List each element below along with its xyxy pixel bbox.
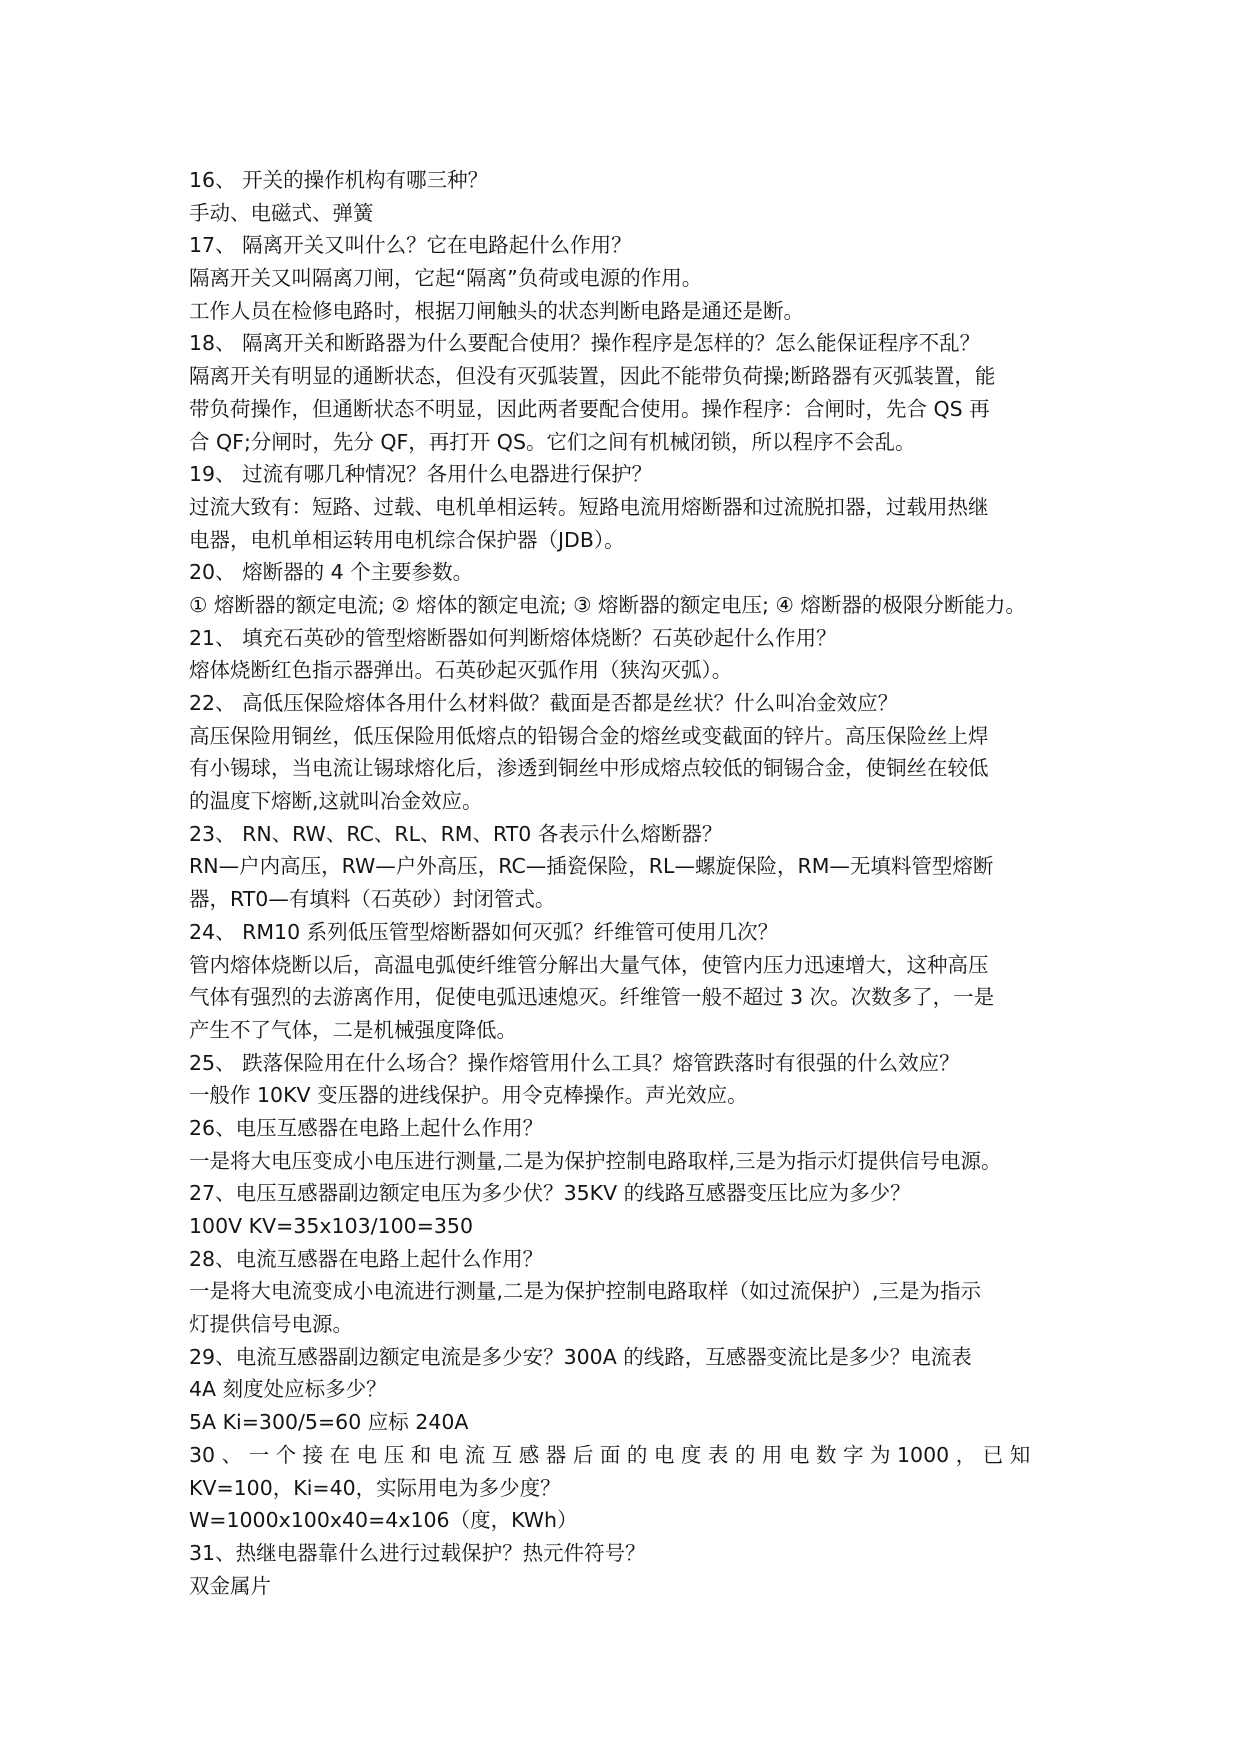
question-19: 19、 过流有哪几种情况？各用什么电器进行保护？ [189,462,653,487]
answer-19-line-1: 过流大致有：短路、过载、电机单相运转。短路电流用熔断器和过流脱扣器，过载用热继 [189,494,989,519]
answer-23-line-1: RN—户内高压，RW—户外高压，RC—插瓷保险，RL—螺旋保险，RM—无填料管型熔断 [189,854,994,879]
document-page [189,164,1061,1602]
question-30-line-2: KV=100，Ki=40，实际用电为多少度？ [189,1475,561,1500]
answer-22-line-1: 高压保险用铜丝，低压保险用低熔点的铅锡合金的熔丝或变截面的锌片。高压保险丝上焊 [189,723,989,748]
answer-28-line-1: 一是将大电流变成小电流进行测量,二是为保护控制电路取样（如过流保护）,三是为指示 [189,1279,982,1304]
answer-28-line-2: 灯提供信号电源。 [189,1312,353,1337]
answer-29: 5A Ki=300/5=60 应标 240A [189,1410,469,1435]
answer-19-line-2: 电器，电机单相运转用电机综合保护器（JDB）。 [189,527,625,552]
answer-25: 一般作 10KV 变压器的进线保护。用令克棒操作。声光效应。 [189,1083,748,1108]
question-29-line-2: 4A 刻度处应标多少？ [189,1377,387,1402]
question-29-line-1: 29、电流互感器副边额定电流是多少安？300A 的线路，互感器变流比是多少？电流表 [189,1344,972,1369]
answer-23-line-2: 器，RT0—有填料（石英砂）封闭管式。 [189,887,556,912]
question-23: 23、 RN、RW、RC、RL、RM、RT0 各表示什么熔断器？ [189,821,723,846]
answer-26: 一是将大电压变成小电压进行测量,二是为保护控制电路取样,三是为指示灯提供信号电源。 [189,1148,1002,1173]
answer-18-line-2: 带负荷操作，但通断状态不明显，因此两者要配合使用。操作程序：合闸时，先合 QS 再 [189,396,990,421]
answer-16: 手动、电磁式、弹簧 [189,200,374,225]
answer-20: ① 熔断器的额定电流; ② 熔体的额定电流; ③ 熔断器的额定电压; ④ 熔断器的极限分断能力。 [189,592,1026,617]
question-20: 20、 熔断器的 4 个主要参数。 [189,560,474,585]
answer-30: W=1000x100x40=4x106（度，KWh） [189,1508,578,1533]
question-16: 16、 开关的操作机构有哪三种？ [189,168,489,192]
question-28: 28、电流互感器在电路上起什么作用？ [189,1246,544,1271]
answer-24-line-2: 气体有强烈的去游离作用，促使电弧迅速熄灭。纤维管一般不超过 3 次。次数多了，一是 [189,985,995,1010]
answer-17-line-2: 工作人员在检修电路时，根据刀闸触头的状态判断电路是通还是断。 [189,298,804,323]
question-21: 21、 填充石英砂的管型熔断器如何判断熔体烧断？石英砂起什么作用？ [189,625,837,650]
question-24: 24、 RM10 系列低压管型熔断器如何灭弧？纤维管可使用几次？ [189,919,779,944]
question-26: 26、电压互感器在电路上起什么作用？ [189,1115,544,1140]
answer-27: 100V KV=35x103/100=350 [189,1214,473,1238]
answer-18-line-3: 合 QF;分闸时，先分 QF，再打开 QS。它们之间有机械闭锁，所以程序不会乱。 [189,429,916,454]
question-31: 31、热继电器靠什么进行过载保护？热元件符号？ [189,1540,646,1565]
answer-22-line-3: 的温度下熔断,这就叫冶金效应。 [189,789,483,814]
answer-21: 熔体烧断红色指示器弹出。石英砂起灭弧作用（狭沟灭弧）。 [189,658,733,683]
question-18: 18、 隔离开关和断路器为什么要配合使用？操作程序是怎样的？怎么能保证程序不乱？ [189,331,981,356]
question-22: 22、 高低压保险熔体各用什么材料做？截面是否都是丝状？什么叫冶金效应？ [189,691,899,715]
question-17: 17、 隔离开关又叫什么？它在电路起什么作用？ [189,233,632,258]
answer-24-line-3: 产生不了气体，二是机械强度降低。 [189,1017,517,1042]
question-27: 27、电压互感器副边额定电压为多少伏？35KV 的线路互感器变压比应为多少？ [189,1181,911,1206]
question-25: 25、 跌落保险用在什么场合？操作熔管用什么工具？熔管跌落时有很强的什么效应？ [189,1050,960,1075]
answer-18-line-1: 隔离开关有明显的通断状态，但没有灭弧装置，因此不能带负荷操;断路器有灭弧装置，能 [189,364,996,389]
question-30-line-1: 30 、 一 个 接 在 电 压 和 电 流 互 感 器 后 面 的 电 度 表 的 用 电 数 字 为 1000 ， 已 知 [189,1442,1031,1467]
answer-17-line-1: 隔离开关又叫隔离刀闸，它起“隔离”负荷或电源的作用。 [189,266,703,291]
answer-22-line-2: 有小锡球，当电流让锡球熔化后，渗透到铜丝中形成熔点较低的铜锡合金，使铜丝在较低 [189,756,989,781]
answer-31: 双金属片 [189,1573,271,1598]
answer-24-line-1: 管内熔体烧断以后，高温电弧使纤维管分解出大量气体，使管内压力迅速增大，这种高压 [189,952,989,977]
